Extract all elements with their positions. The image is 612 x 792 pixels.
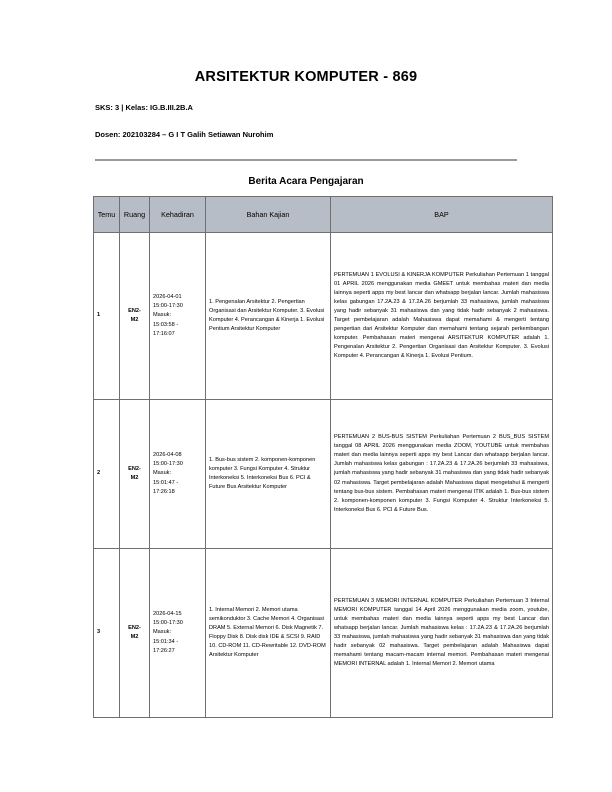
cell-kehadiran xyxy=(150,549,206,718)
bap-text-clipped: PERTEMUAN 3 MEMORI INTERNAL KOMPUTER Perkuliahan Pertemuan 3 Internal MEMORI KOMPUTER tanggal 14 April 2026 menggunakan media zoom, youtube, untuk membahas materi dan media lainnya seperti apps my best Lancar dan whatsapp berjalan lancar. Jumlah mahasiswa kelas : 17.2A.23 & 17.2A.26 berjumlah 33 mahasiswa, jumlah mahasiswa yang hadir sebanyak 31 mahasiswa dan yang tidak hadir sebanyak 02 mahasiswa. Target pembelajaran adalah Mahasiswa dapat memahami tentang macam-macam internal memori. Pembahasan materi mengenai MEMORI INTERNAL adalah 1. Internal Memori 2. Memori utama xyxy=(334,597,549,668)
cell-bap: PERTEMUAN 1 EVOLUSI & KINERJA KOMPUTER Perkuliahan Pertemuan 1 tanggal 01 APRIL 2026 menggunakan media GMEET untuk membahas materi dan media lainnya seperti apps my best lancar dan whatsapp berjalan lancar. Jumlah mahasiswa kelas gabungan 17.2A.23 & 17.2A.26 berjumlah 33 mahasiswa, jumlah mahasiswa yang hadir sebanyak 31 mahasiswa dan yang tidak hadir sebanyak 2 mahasiswa. Target pembelajaran adalah Mahasiswa dapat memahami & mengerti tentang pengertian dari Arsitektur Komputer dan memahami tentang sejarah perkembangan komputer. Pembahasan materi mengenai ARSITEKTUR KOMPUTER adalah 1. Pengenalan Arsitektur 2. Pengertian Organisasi dan Arsitektur Komputer. 3. Evolusi Komputer 4. Perancangan & Kinerja 1. Evolusi Pentium. xyxy=(331,233,553,400)
ruang-line: M2 xyxy=(130,475,139,481)
cell-bap: PERTEMUAN 2 BUS-BUS SISTEM Perkuliahan Pertemuan 2 BUS_BUS SISTEM tanggal 08 APRIL 2026 menggunakan media ZOOM, YOUTUBE untuk membahas materi dan media lainnya seperti apps my best Lancar dan whatsapp berjalan lancar. Jumlah mahasiswa kelas gabungan : 17.2A.23 & 17.2A.26 berjumlah 33 mahasiswa, jumlah mahasiswa yang hadir sebanyak 31 mahasiswa dan yang tidak hadir sebanyak 02 mahasiswa. Target pembelajaran adalah Mahasiswa dapat mengetahui & mengerti tentang bus-bus sistem. Pembahasan materi mengenai ITIK adalah 1. Bus-bus sistem 2. komponen-komponen komputer 3. Fungsi Komputer 4. Struktur Interkoneksi 5. Interkoneksi Bus 6. PCI & Future Bus. xyxy=(331,400,553,549)
header-temu: Temu xyxy=(94,197,120,233)
kehadiran-date: 2026-04-08 xyxy=(153,452,182,459)
kehadiran-date: 2026-04-01 xyxy=(153,294,182,301)
header-ruang: Ruang xyxy=(120,197,150,233)
kehadiran-in: 15:03:58 - xyxy=(153,321,179,328)
ruang-line: M2 xyxy=(130,317,139,323)
header-kehadiran: Kehadiran xyxy=(150,197,206,233)
table-header-row xyxy=(94,197,553,233)
kehadiran-schedule: 15:00-17:30 xyxy=(153,461,183,468)
kehadiran-label: Masuk: xyxy=(153,470,172,477)
ruang-line: EN2- xyxy=(128,624,141,631)
kehadiran-in: 15:01:47 - xyxy=(153,479,179,486)
kehadiran-schedule: 15:00-17:30 xyxy=(153,303,183,310)
cell-bahan-kajian: 1. Bus-bus sistem 2. komponen-komponen komputer 3. Fungsi Komputer 4. Struktur Interkoneksi 5. Interkoneksi Bus 6. PCI & Future Bus Arsitektur Komputer xyxy=(206,400,331,549)
cell-bahan-kajian: 1. Pengenalan Arsitektur 2. Pengertian Organisasi dan Arsitektur Komputer. 3. Evolusi Komputer 4. Perancangan & Kinerja 1. Evolusi Pentium Arsitektur Komputer xyxy=(206,233,331,400)
ruang-line: EN2- xyxy=(128,465,141,472)
table-row xyxy=(94,549,553,718)
kehadiran-out: 17:26:27 xyxy=(153,647,175,654)
kehadiran-label: Masuk: xyxy=(153,312,172,319)
lecturer-info: Dosen: 202103284 – G I T Galih Setiawan Nurohim xyxy=(95,130,274,139)
document-title: ARSITEKTUR KOMPUTER - 869 xyxy=(194,69,418,85)
cell-temu: 2 xyxy=(94,400,120,549)
header-divider xyxy=(95,159,517,161)
cell-ruang xyxy=(120,549,150,718)
cell-kehadiran xyxy=(150,400,206,549)
kehadiran-date: 2026-04-15 xyxy=(153,611,182,618)
cell-temu: 1 xyxy=(94,233,120,400)
kehadiran-label: Masuk: xyxy=(153,629,172,636)
cell-ruang xyxy=(120,400,150,549)
cell-temu: 3 xyxy=(94,549,120,718)
cell-ruang xyxy=(120,233,150,400)
kehadiran-out: 17:26:18 xyxy=(153,488,175,495)
ruang-line: EN2- xyxy=(128,307,141,314)
cell-bahan-kajian: 1. Internal Memori 2. Memori utama semikonduktor 3. Cache Memori 4. Organisasi DRAM 5. External Memori 6. Disk Magnetik 7. Floppy Disk 8. Disk disk IDE & SCSI 9. RAID 10. CD-ROM 11. CD-Rewritable 12. DVD-ROM Arsitektur Komputer xyxy=(206,549,331,718)
header-bahan-kajian: Bahan Kajian xyxy=(206,197,331,233)
kehadiran-in: 15:01:34 - xyxy=(153,638,179,645)
ruang-line: M2 xyxy=(130,634,139,640)
table-row xyxy=(94,400,553,549)
section-title: Berita Acara Pengajaran xyxy=(248,176,364,187)
kehadiran-schedule: 15:00-17:30 xyxy=(153,620,183,627)
header-bap: BAP xyxy=(331,197,553,233)
course-info: SKS: 3 | Kelas: IG.B.III.2B.A xyxy=(95,103,193,112)
cell-bap xyxy=(331,549,553,718)
table-row xyxy=(94,233,553,400)
bap-table xyxy=(93,196,553,718)
kehadiran-out: 17:16:07 xyxy=(153,330,175,337)
cell-kehadiran xyxy=(150,233,206,400)
